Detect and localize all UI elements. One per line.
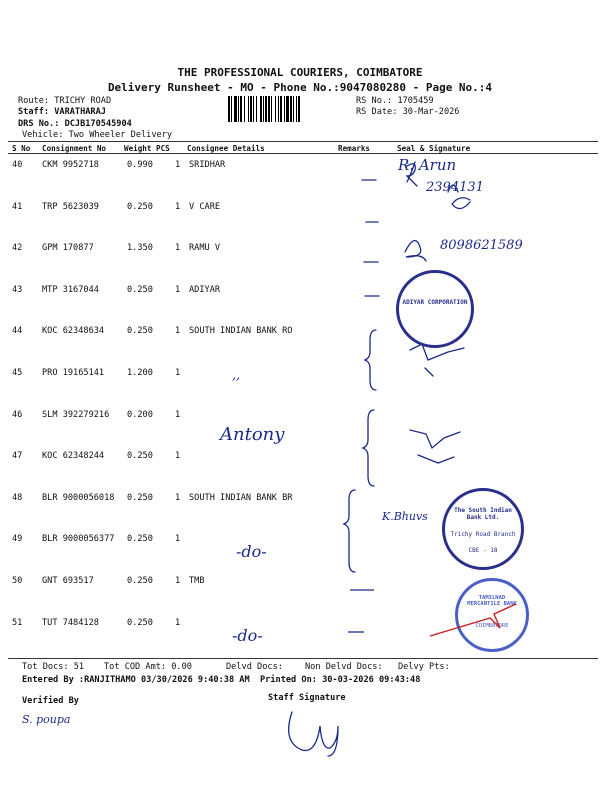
barcode-bar xyxy=(293,96,294,122)
tot-docs: Tot Docs: 51 xyxy=(22,662,85,672)
col-pcs: PCS xyxy=(156,144,170,153)
tmb-stamp-branch: COIMBATORE xyxy=(475,623,509,629)
row-sno: 46 xyxy=(12,410,23,420)
rs-number: RS No.: 1705459 xyxy=(356,96,434,106)
verified-signature: S. poupa xyxy=(22,713,71,726)
adiyar-stamp xyxy=(396,270,474,348)
barcode-bar xyxy=(275,96,276,122)
barcode-bar xyxy=(231,96,232,122)
row-pcs: 1 xyxy=(175,493,181,503)
barcode-bar xyxy=(244,96,245,122)
row-pcs: 1 xyxy=(175,326,181,336)
row-sno: 44 xyxy=(12,326,23,336)
barcode-bar xyxy=(284,96,285,122)
staff-signature-label: Staff Signature xyxy=(268,693,346,703)
row42-phone: 8098621589 xyxy=(440,238,523,253)
barcode-bar xyxy=(271,96,272,122)
barcode-bar xyxy=(298,96,300,122)
row-pcs: 1 xyxy=(175,451,181,461)
row45-ditto: ,, xyxy=(232,368,241,383)
row-pcs: 1 xyxy=(175,410,181,420)
entered-by: Entered By :RANJITHAMO 03/30/2026 9:40:38 AM xyxy=(22,675,250,685)
row-consignee: V CARE xyxy=(189,202,221,212)
row-consignment: KOC 62348244 xyxy=(42,451,105,461)
table-row xyxy=(0,451,600,492)
table-row xyxy=(0,202,600,243)
table-row xyxy=(0,285,600,326)
col-consignee: Consignee Details xyxy=(187,144,265,153)
row-consignment: PRO 19165141 xyxy=(42,368,105,378)
barcode-bar xyxy=(238,96,239,122)
row-pcs: 1 xyxy=(175,202,181,212)
row46-name: Antony xyxy=(220,424,285,445)
barcode-bar xyxy=(290,96,292,122)
barcode-bar xyxy=(250,96,252,122)
row-sno: 40 xyxy=(12,160,23,170)
table-top-rule xyxy=(8,141,598,142)
table-bottom-rule xyxy=(8,658,598,659)
row-pcs: 1 xyxy=(175,618,181,628)
barcode-bar xyxy=(240,96,242,122)
row-weight: 0.990 xyxy=(127,160,153,170)
row-weight: 0.250 xyxy=(127,493,153,503)
printed-on: Printed On: 30-03-2026 09:43:48 xyxy=(260,675,421,685)
row-consignment: BLR 9000056018 xyxy=(42,493,115,503)
row-consignment: KOC 62348634 xyxy=(42,326,105,336)
row-weight: 1.200 xyxy=(127,368,153,378)
delvd-docs: Delvd Docs: xyxy=(226,662,283,672)
barcode-bar xyxy=(280,96,282,122)
row-sno: 43 xyxy=(12,285,23,295)
row-consignment: TUT 7484128 xyxy=(42,618,99,628)
bank-stamp-name: The South Indian Bank Ltd. xyxy=(454,507,512,521)
table-header-rule xyxy=(8,153,598,154)
row-sno: 42 xyxy=(12,243,23,253)
row-weight: 0.250 xyxy=(127,534,153,544)
col-weight: Weight xyxy=(124,144,152,153)
tmb-stamp xyxy=(455,578,529,652)
bank-stamp-branch: Trichy Road Branch xyxy=(450,531,516,538)
barcode-bar xyxy=(234,96,237,122)
row-sno: 51 xyxy=(12,618,23,628)
col-remarks: Remarks xyxy=(338,144,371,153)
table-row xyxy=(0,160,600,201)
row-consignment: SLM 392279216 xyxy=(42,410,110,420)
row-consignee: RAMU V xyxy=(189,243,221,253)
row-weight: 0.250 xyxy=(127,451,153,461)
rs-date: RS Date: 30-Mar-2026 xyxy=(356,107,460,117)
barcode-bar xyxy=(296,96,297,122)
runsheet-subtitle: Delivery Runsheet - MO - Phone No.:9047080280 - Page No.:4 xyxy=(107,81,493,94)
row-consignment: BLR 9000056377 xyxy=(42,534,115,544)
table-row xyxy=(0,326,600,367)
row-weight: 0.250 xyxy=(127,576,153,586)
row-pcs: 1 xyxy=(175,534,181,544)
barcode-bar xyxy=(263,96,264,122)
row-weight: 0.250 xyxy=(127,326,153,336)
row-pcs: 1 xyxy=(175,285,181,295)
table-row xyxy=(0,410,600,451)
non-delvd-docs: Non Delvd Docs: xyxy=(305,662,383,672)
row-pcs: 1 xyxy=(175,243,181,253)
barcode-bar xyxy=(248,96,249,122)
row-sno: 49 xyxy=(12,534,23,544)
barcode-bar xyxy=(265,96,267,122)
col-seal: Seal & Signature xyxy=(397,144,471,153)
row-pcs: 1 xyxy=(175,576,181,586)
row-consignee: SOUTH INDIAN BANK RO xyxy=(189,326,293,336)
row-consignment: CKM 9952718 xyxy=(42,160,99,170)
barcode-bar xyxy=(260,96,262,122)
row-consignment: MTP 3167044 xyxy=(42,285,99,295)
tot-cod: Tot COD Amt: 0.00 xyxy=(104,662,192,672)
delvy-pts: Delvy Pts: xyxy=(398,662,450,672)
row40-signature: R. Arun xyxy=(398,156,457,174)
row-pcs: 1 xyxy=(175,368,181,378)
barcode-bar xyxy=(278,96,279,122)
barcode-bar xyxy=(228,96,230,122)
row-weight: 0.250 xyxy=(127,618,153,628)
row-sno: 47 xyxy=(12,451,23,461)
row-sno: 48 xyxy=(12,493,23,503)
drs-number: DRS No.: DCJB170545904 xyxy=(18,119,132,129)
route: Route: TRICHY ROAD xyxy=(18,96,112,106)
vehicle: Vehicle: Two Wheeler Delivery xyxy=(22,130,173,140)
col-consignment: Consignment No xyxy=(42,144,107,153)
row-sno: 41 xyxy=(12,202,23,212)
barcode xyxy=(228,96,353,122)
barcode-bar xyxy=(253,96,254,122)
row-consignee: TMB xyxy=(189,576,205,586)
row-pcs: 1 xyxy=(175,160,181,170)
row49-ditto: -do- xyxy=(236,542,267,561)
row-consignee: ADIYAR xyxy=(189,285,221,295)
bank-stamp xyxy=(442,488,524,570)
row-consignment: GPM 170877 xyxy=(42,243,94,253)
row-weight: 1.350 xyxy=(127,243,153,253)
row-weight: 0.200 xyxy=(127,410,153,420)
company-title: THE PROFESSIONAL COURIERS, COIMBATORE xyxy=(177,66,423,79)
bank-stamp-code: CBE - 18 xyxy=(468,547,498,554)
row-consignee: SRIDHAR xyxy=(189,160,226,170)
row-consignee: SOUTH INDIAN BANK BR xyxy=(189,493,293,503)
barcode-bar xyxy=(256,96,257,122)
row-sno: 50 xyxy=(12,576,23,586)
adiyar-stamp-text: ADIYAR CORPORATION xyxy=(402,299,468,306)
row40-number: 2394131 xyxy=(426,180,484,195)
barcode-bar xyxy=(286,96,289,122)
table-row xyxy=(0,368,600,409)
staff-signature-stroke xyxy=(289,712,338,756)
staff: Staff: VARATHARAJ xyxy=(18,107,106,117)
verified-by-label: Verified By xyxy=(22,696,79,706)
row-consignment: TRP 5623039 xyxy=(42,202,99,212)
row-sno: 45 xyxy=(12,368,23,378)
col-sno: S No xyxy=(12,144,31,153)
barcode-bar xyxy=(268,96,270,122)
row-consignment: GNT 693517 xyxy=(42,576,94,586)
row51-ditto: -do- xyxy=(232,626,263,645)
tmb-stamp-name: TAMILNAD MERCANTILE BANK xyxy=(467,595,517,607)
row-weight: 0.250 xyxy=(127,285,153,295)
row48-name: K.Bhuvs xyxy=(382,510,428,523)
row-weight: 0.250 xyxy=(127,202,153,212)
